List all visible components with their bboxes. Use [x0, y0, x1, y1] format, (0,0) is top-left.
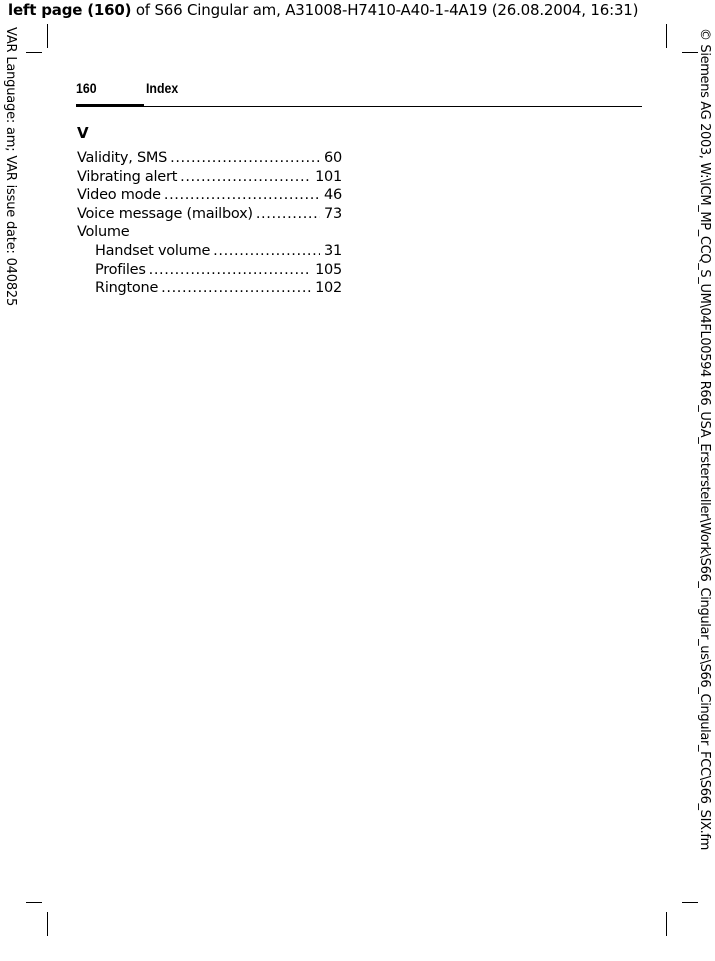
index-term: Voice message (mailbox): [77, 205, 253, 222]
side-text-right: [694, 0, 714, 961]
index-page: 105: [315, 261, 342, 278]
leader-dots: [170, 149, 320, 168]
crop-mark-bottom-left-v: [47, 912, 48, 936]
index-page: 60: [324, 150, 342, 166]
leader-dots: [161, 279, 311, 298]
index-term: Profiles: [95, 261, 146, 278]
var-language-label: VAR Language: am; VAR issue date: 040825: [3, 27, 18, 307]
index-list: [77, 149, 342, 298]
crop-mark-top-left-h: [26, 52, 42, 53]
index-page: 31: [324, 242, 342, 259]
index-term: Validity, SMS: [77, 150, 168, 166]
index-subentry: [77, 261, 342, 280]
leader-dots: [213, 242, 320, 261]
crop-mark-top-right-v: [666, 24, 667, 48]
print-header-details: of S66 Cingular am, A31008-H7410-A40-1-4A19 (26.08.2004, 16:31): [131, 1, 639, 19]
file-path-label: © Siemens AG 2003, W:\ICM_MP_CCQ_S_UM\04FL00594 R66_USA_Erstersteller\Work\S66_Cingular_us\S66_Cingular_FCC\S66_SIX.fm: [697, 28, 712, 850]
index-subentry: [77, 242, 342, 261]
index-subentry: [77, 279, 342, 298]
page-title: Index: [146, 80, 179, 96]
index-entry-heading: [77, 223, 342, 242]
page-number: 160: [76, 80, 97, 96]
index-page: 46: [324, 187, 342, 204]
index-entry: [77, 186, 342, 205]
index-term: Ringtone: [95, 280, 159, 297]
crop-mark-bottom-right-v: [666, 912, 667, 936]
index-term: Video mode: [77, 187, 161, 204]
index-term: Handset volume: [95, 242, 211, 259]
page-header: [76, 80, 642, 108]
section-letter: V: [77, 124, 89, 142]
index-entry: [77, 205, 342, 224]
crop-mark-top-left-v: [47, 24, 48, 48]
leader-dots: [164, 186, 320, 205]
leader-dots: [256, 205, 320, 224]
index-entry: [77, 149, 342, 168]
index-page: 73: [324, 205, 342, 222]
index-page: 101: [315, 168, 342, 185]
side-text-left: [0, 27, 20, 357]
index-page: 102: [315, 280, 342, 297]
header-rule: [76, 106, 642, 107]
leader-dots: [149, 261, 311, 280]
index-entry: [77, 168, 342, 187]
crop-mark-bottom-left-h: [26, 902, 42, 903]
index-term: Vibrating alert: [77, 168, 178, 185]
leader-dots: [180, 168, 311, 187]
print-header: [8, 0, 638, 20]
index-term: Volume: [77, 224, 130, 241]
print-header-page: left page (160): [8, 1, 132, 19]
